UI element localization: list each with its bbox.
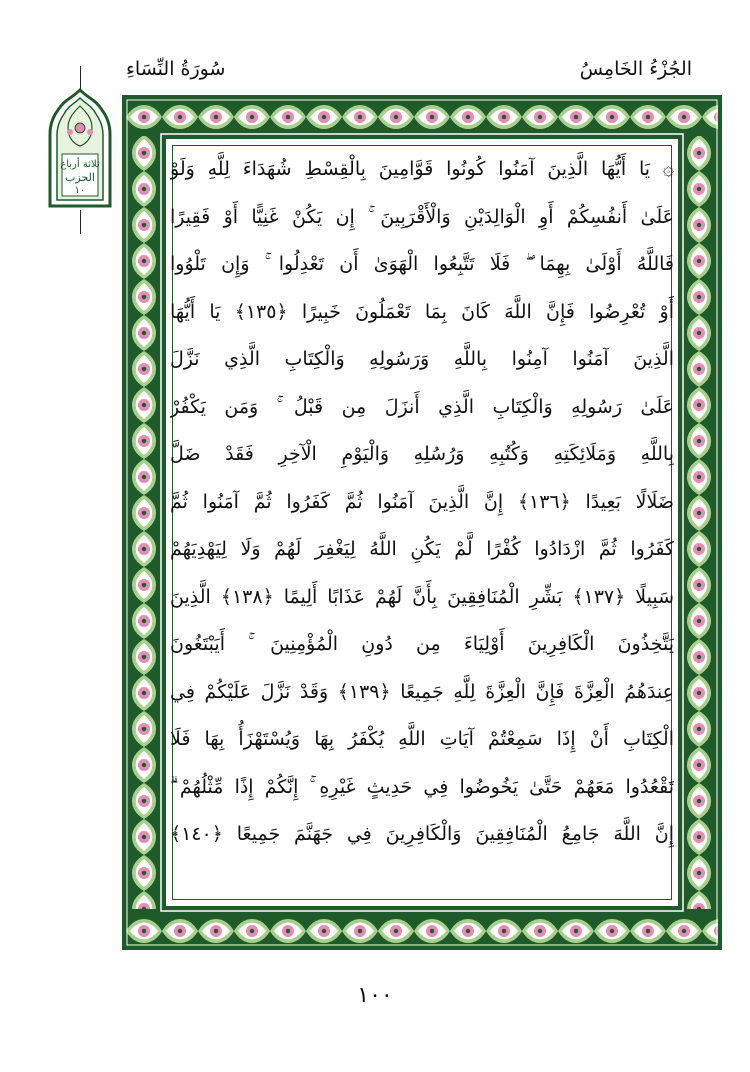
surah-title: سُورَةُ النِّسَاءِ <box>126 58 226 80</box>
verse-line: يَتَّخِذُونَ الْكَافِرِينَ أَوْلِيَاءَ مِن دُونِ الْمُؤْمِنِينَ ۚ أَيَبْتَغُونَ <box>170 633 674 655</box>
page-number: ١٠٠ <box>357 983 393 1008</box>
hizb-marker-top-line <box>80 66 81 90</box>
verse-line: عَلَىٰ أَنفُسِكُمْ أَوِ الْوَالِدَيْنِ وَالْأَقْرَبِينَ ۚ إِن يَكُنْ غَنِيًّا أَوْ فَقِيرًا <box>170 205 674 228</box>
verse-line: ضَلَالًا بَعِيدًا ﴿١٣٦﴾ إِنَّ الَّذِينَ آمَنُوا ثُمَّ كَفَرُوا ثُمَّ آمَنُوا ثُمَّ <box>170 490 674 513</box>
verse-line: عَلَىٰ رَسُولِهِ وَالْكِتَابِ الَّذِي أَنزَلَ مِن قَبْلُ ۚ وَمَن يَكْفُرْ <box>170 395 674 418</box>
hizb-marker-text <box>50 158 110 197</box>
juz-title: الجُزْءُ الخَامِسُ <box>579 58 692 80</box>
verse-line: فَاللَّهُ أَوْلَىٰ بِهِمَا ۖ فَلَا تَتَّبِعُوا الْهَوَىٰ أَن تَعْدِلُوا ۚ وَإِن تَلْوُوا <box>170 253 674 275</box>
hizb-word: الحزب <box>65 171 95 184</box>
verse-line: بِاللَّهِ وَمَلَائِكَتِهِ وَكُتُبِهِ وَرُسُلِهِ وَالْيَوْمِ الْآخِرِ فَقَدْ ضَلَّ <box>170 443 674 465</box>
hizb-number: ١٠ <box>74 185 86 196</box>
verse-line: إِنَّ اللَّهَ جَامِعُ الْمُنَافِقِينَ وَالْكَافِرِينَ فِي جَهَنَّمَ جَمِيعًا ﴿١٤٠﴾ <box>170 823 674 845</box>
verse-line: كَفَرُوا ثُمَّ ازْدَادُوا كُفْرًا لَّمْ يَكُنِ اللَّهُ لِيَغْفِرَ لَهُمْ وَلَا لِيَهْدِيَهُمْ <box>170 538 674 560</box>
verse-line: تَقْعُدُوا مَعَهُمْ حَتَّىٰ يَخُوضُوا فِي حَدِيثٍ غَيْرِهِ ۚ إِنَّكُمْ إِذًا مِّثْلُهُمْ ۗ <box>170 775 674 798</box>
verses-block <box>170 146 674 859</box>
verse-line: أَوْ تُعْرِضُوا فَإِنَّ اللَّهَ كَانَ بِمَا تَعْمَلُونَ خَبِيرًا ﴿١٣٥﴾ يَا أَيُّهَا <box>170 300 674 323</box>
hizb-marker-bottom-line <box>80 210 81 234</box>
verse-line: ۞ يَا أَيُّهَا الَّذِينَ آمَنُوا كُونُوا قَوَّامِينَ بِالْقِسْطِ شُهَدَاءَ لِلَّهِ وَلَوْ <box>170 158 674 180</box>
verse-line: سَبِيلًا ﴿١٣٧﴾ بَشِّرِ الْمُنَافِقِينَ بِأَنَّ لَهُمْ عَذَابًا أَلِيمًا ﴿١٣٨﴾ الَّذِينَ <box>170 585 674 608</box>
verse-line: عِندَهُمُ الْعِزَّةَ فَإِنَّ الْعِزَّةَ لِلَّهِ جَمِيعًا ﴿١٣٩﴾ وَقَدْ نَزَّلَ عَلَيْكُمْ فِي <box>170 680 674 703</box>
page-header <box>0 58 750 88</box>
verse-line: الْكِتَابِ أَنْ إِذَا سَمِعْتُمْ آيَاتِ اللَّهِ يُكْفَرُ بِهَا وَيُسْتَهْزَأُ بِهَا فَلَا <box>170 728 674 750</box>
verse-line: الَّذِينَ آمَنُوا آمِنُوا بِاللَّهِ وَرَسُولِهِ وَالْكِتَابِ الَّذِي نَزَّلَ <box>170 348 674 370</box>
hizb-fraction: ثلاثة أرباع <box>60 159 100 170</box>
